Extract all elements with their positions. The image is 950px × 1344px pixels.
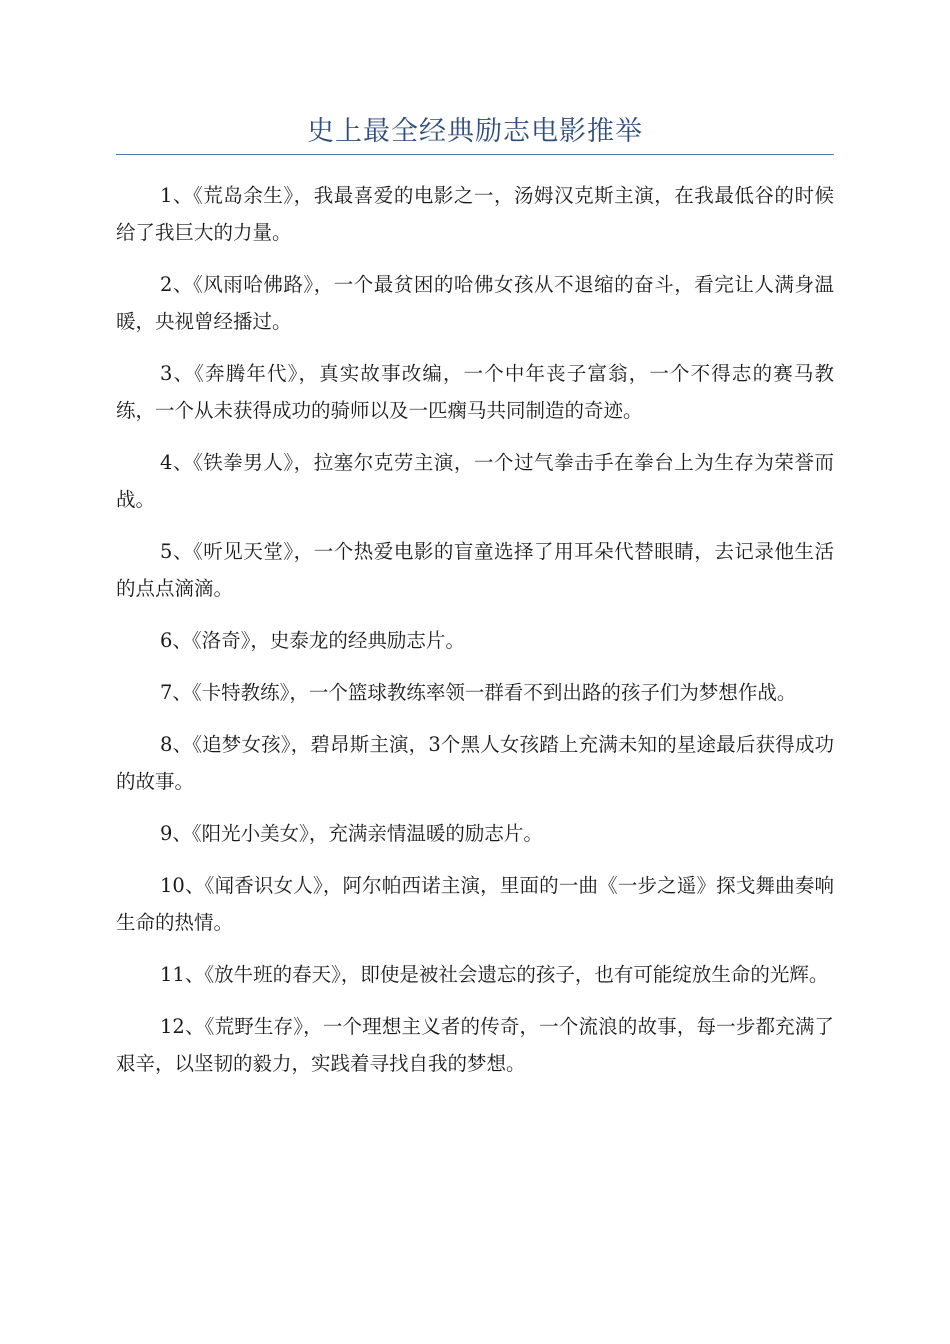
paragraph-6: 6、《洛奇》，史泰龙的经典励志片。 <box>160 629 465 652</box>
title-underline <box>116 154 834 155</box>
paragraph-2: 2、《风雨哈佛路》，一个最贫困的哈佛女孩从不退缩的奋斗，看完让人满身温暖，央视曾经播过。 <box>116 273 834 333</box>
paragraph-9: 9、《阳光小美女》，充满亲情温暖的励志片。 <box>160 822 543 845</box>
document-body <box>116 177 834 1097</box>
paragraph-12: 12、《荒野生存》，一个理想主义者的传奇，一个流浪的故事，每一步都充满了艰辛，以坚韧的毅力，实践着寻找自我的梦想。 <box>116 1015 834 1075</box>
paragraph-10: 10、《闻香识女人》，阿尔帕西诺主演，里面的一曲《一步之遥》探戈舞曲奏响生命的热情。 <box>116 874 834 934</box>
paragraph-8: 8、《追梦女孩》，碧昂斯主演，3个黑人女孩踏上充满未知的星途最后获得成功的故事。 <box>116 733 834 793</box>
paragraph-3: 3、《奔腾年代》，真实故事改编，一个中年丧子富翁，一个不得志的赛马教练，一个从未获得成功的骑师以及一匹瘸马共同制造的奇迹。 <box>116 362 834 422</box>
document-title: 史上最全经典励志电影推举 <box>307 116 643 147</box>
paragraph-7: 7、《卡特教练》，一个篮球教练率领一群看不到出路的孩子们为梦想作战。 <box>160 681 797 704</box>
paragraph-5: 5、《听见天堂》，一个热爱电影的盲童选择了用耳朵代替眼睛，去记录他生活的点点滴滴。 <box>116 540 834 600</box>
paragraph-11: 11、《放牛班的春天》，即使是被社会遗忘的孩子，也有可能绽放生命的光辉。 <box>160 963 829 986</box>
paragraph-4: 4、《铁拳男人》，拉塞尔克劳主演，一个过气拳击手在拳台上为生存为荣誉而战。 <box>116 451 834 511</box>
paragraph-1: 1、《荒岛余生》，我最喜爱的电影之一，汤姆汉克斯主演，在我最低谷的时候给了我巨大的力量。 <box>116 184 834 244</box>
